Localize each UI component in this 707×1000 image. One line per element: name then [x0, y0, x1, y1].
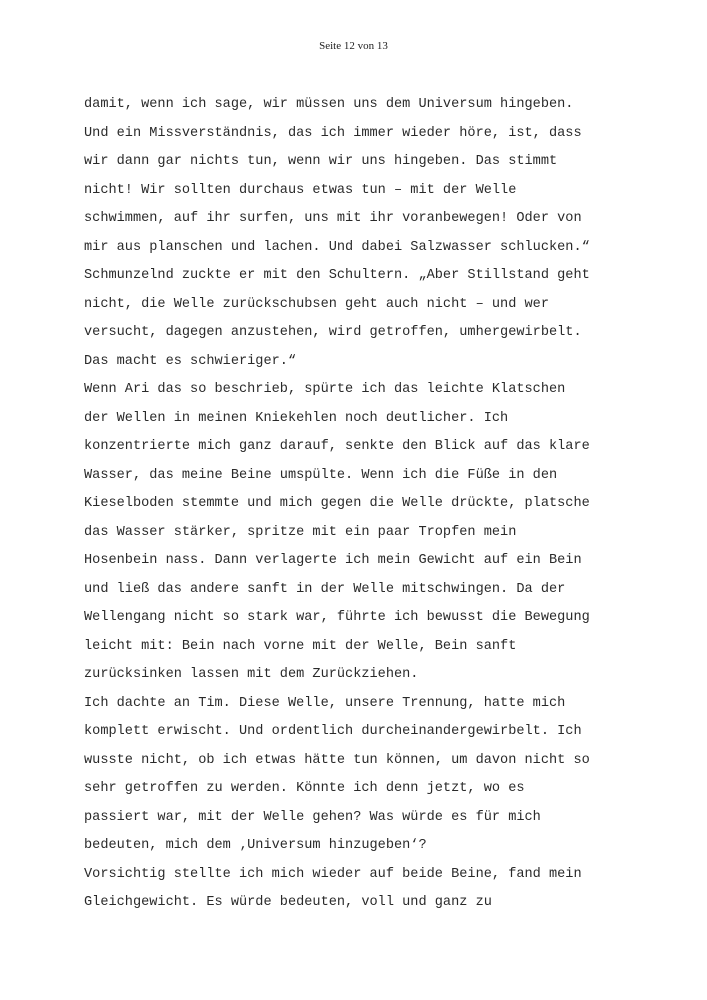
text-line: wir dann gar nichts tun, wenn wir uns hingeben. Das stimmt: [84, 154, 558, 169]
text-line: wusste nicht, ob ich etwas hätte tun können, um davon nicht so: [84, 752, 590, 768]
text-line: versucht, dagegen anzustehen, wird getroffen, umhergewirbelt.: [84, 325, 582, 340]
text-line: schwimmen, auf ihr surfen, uns mit ihr voranbewegen! Oder von: [84, 211, 582, 226]
text-line: bedeuten, mich dem ‚Universum hinzugeben‘?: [84, 838, 427, 853]
text-line: und ließ das andere sanft in der Welle mitschwingen. Da der: [84, 581, 566, 597]
text-line: Wenn Ari das so beschrieb, spürte ich das leichte Klatschen: [84, 382, 566, 397]
text-line: sehr getroffen zu werden. Könnte ich denn jetzt, wo es: [84, 781, 525, 796]
text-line: das Wasser stärker, spritze mit ein paar Tropfen mein: [84, 524, 517, 540]
page-number-header: Seite 12 von 13: [319, 40, 388, 52]
text-line: nicht! Wir sollten durchaus etwas tun – mit der Welle: [84, 182, 517, 198]
text-line: Hosenbein nass. Dann verlagerte ich mein Gewicht auf ein Bein: [84, 553, 582, 568]
text-line: damit, wenn ich sage, wir müssen uns dem Universum hingeben.: [84, 97, 574, 112]
text-line: Schmunzelnd zuckte er mit den Schultern. „Aber Stillstand geht: [84, 268, 590, 283]
text-line: Kieselboden stemmte und mich gegen die Welle drückte, platsche: [84, 496, 590, 511]
text-line: konzentrierte mich ganz darauf, senkte den Blick auf das klare: [84, 439, 590, 454]
text-line: Ich dachte an Tim. Diese Welle, unsere Trennung, hatte mich: [84, 695, 566, 711]
text-line: zurücksinken lassen mit dem Zurückziehen.: [84, 667, 419, 682]
text-line: Das macht es schwieriger.“: [84, 353, 297, 369]
text-line: komplett erwischt. Und ordentlich durcheinandergewirbelt. Ich: [84, 724, 582, 739]
text-line: der Wellen in meinen Kniekehlen noch deutlicher. Ich: [84, 410, 509, 426]
text-line: nicht, die Welle zurückschubsen geht auch nicht – und wer: [84, 296, 549, 312]
text-line: passiert war, mit der Welle gehen? Was würde es für mich: [84, 809, 541, 825]
text-line: leicht mit: Bein nach vorne mit der Welle, Bein sanft: [84, 638, 517, 654]
text-line: Und ein Missverständnis, das ich immer wieder höre, ist, dass: [84, 125, 582, 141]
document-body: [84, 91, 684, 918]
text-line: mir aus planschen und lachen. Und dabei Salzwasser schlucken.“: [84, 239, 590, 255]
text-line: Wasser, das meine Beine umspülte. Wenn ich die Füße in den: [84, 467, 558, 483]
text-line: Wellengang nicht so stark war, führte ich bewusst die Bewegung: [84, 610, 590, 625]
text-line: Gleichgewicht. Es würde bedeuten, voll und ganz zu: [84, 895, 492, 910]
text-line: Vorsichtig stellte ich mich wieder auf beide Beine, fand mein: [84, 866, 582, 882]
